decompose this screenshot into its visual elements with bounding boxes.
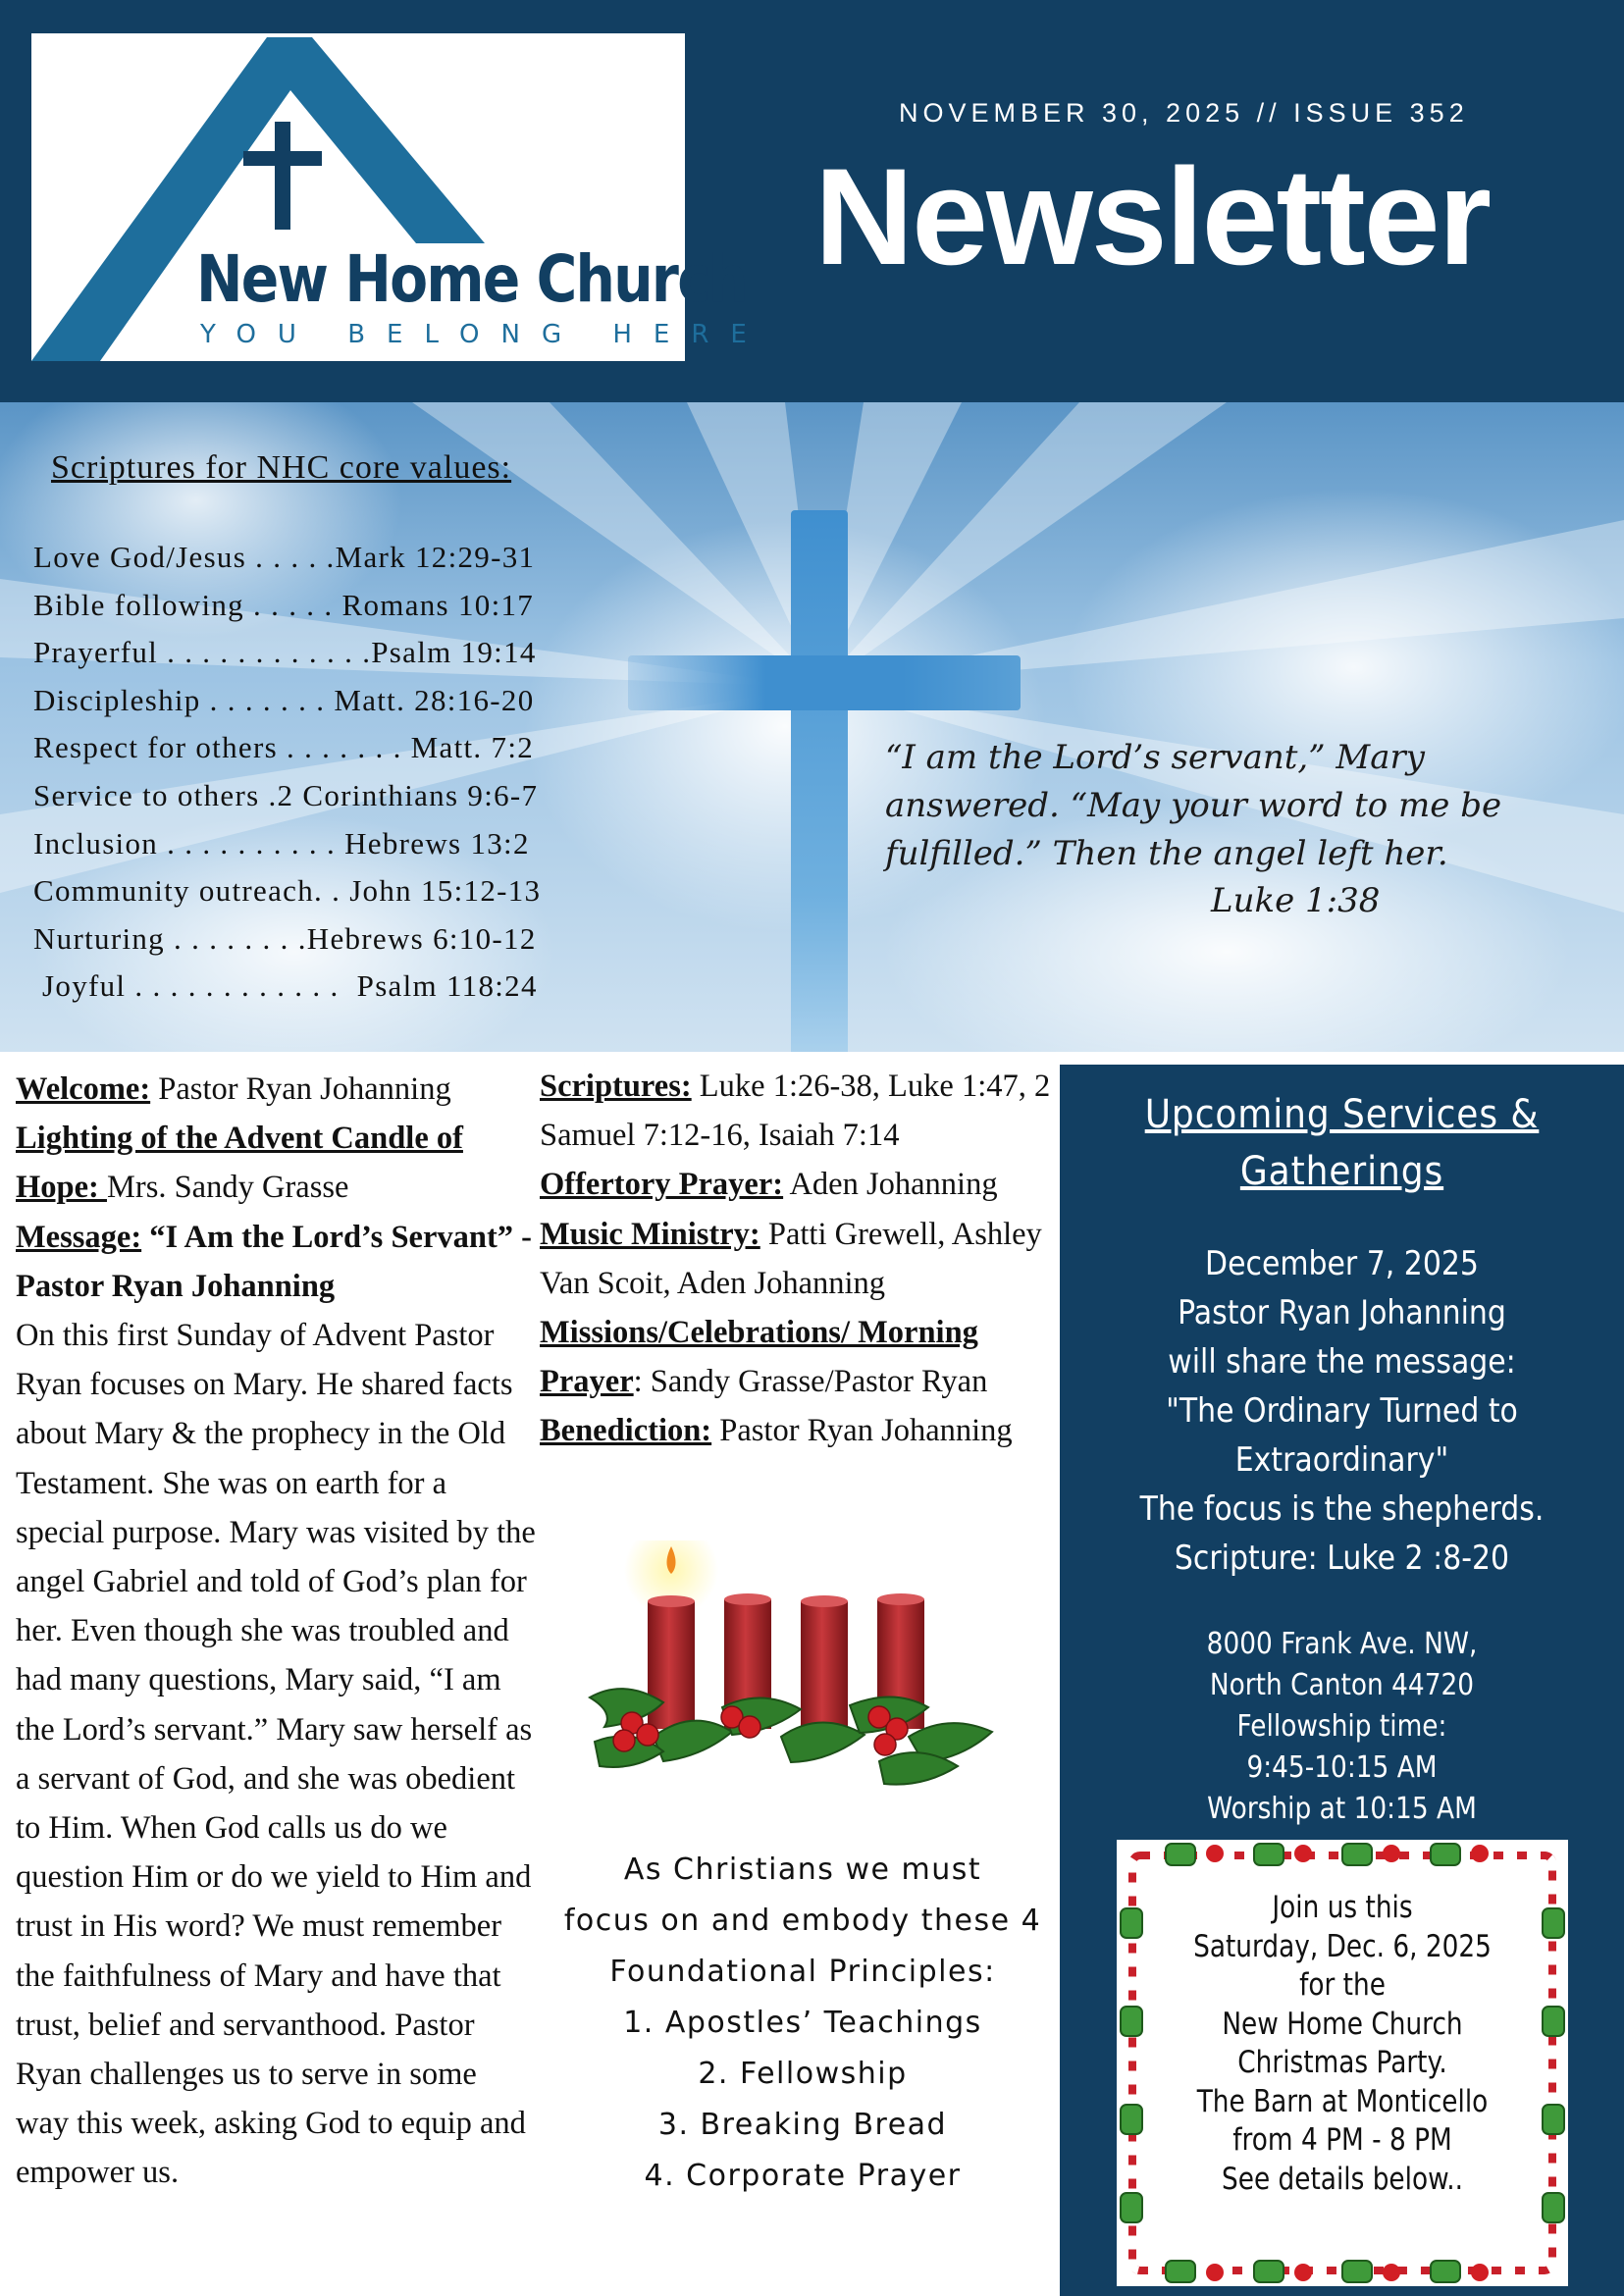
upcoming-line: Pastor Ryan Johanning bbox=[1178, 1293, 1506, 1332]
lighting-label: Lighting of the Advent Candle of Hope: bbox=[16, 1121, 463, 1206]
party-line: for the bbox=[1299, 1967, 1386, 2003]
logo-tagline: YOU BELONG HERE bbox=[200, 320, 768, 349]
missions-value: : Sandy Grasse/Pastor Ryan bbox=[633, 1364, 988, 1400]
benediction-value: Pastor Ryan Johanning bbox=[711, 1413, 1013, 1449]
scripture-quote-reference: Luke 1:38 bbox=[1211, 881, 1381, 920]
upcoming-service-details bbox=[1094, 1239, 1591, 1583]
upcoming-line: Scripture: Luke 2 :8-20 bbox=[1174, 1539, 1510, 1578]
upcoming-title-line: Upcoming Services & bbox=[1144, 1092, 1540, 1137]
principles-intro-line: Foundational Principles: bbox=[609, 1955, 996, 1989]
principle-item: 1. Apostles’ Teachings bbox=[623, 2006, 982, 2040]
music-line bbox=[540, 1210, 1070, 1308]
foundational-principles bbox=[538, 1845, 1068, 2202]
location-line: Fellowship time: bbox=[1236, 1709, 1447, 1744]
location-line: Worship at 10:15 AM bbox=[1207, 1792, 1477, 1826]
scriptures-value: Luke 1:26-38, Luke 1:47, 2 Samuel 7:12-16, Isaiah 7:14 bbox=[540, 1069, 1051, 1154]
upcoming-line: will share the message: bbox=[1168, 1342, 1516, 1382]
page-title: Newsletter bbox=[814, 139, 1491, 293]
location-line: 8000 Frank Ave. NW, bbox=[1206, 1627, 1478, 1661]
upcoming-title-line: Gatherings bbox=[1239, 1149, 1444, 1194]
offertory-line bbox=[540, 1160, 1070, 1209]
party-line: The Barn at Monticello bbox=[1196, 2083, 1489, 2119]
upcoming-line: December 7, 2025 bbox=[1205, 1244, 1479, 1283]
party-line: Christmas Party. bbox=[1237, 2045, 1447, 2080]
christmas-party-card bbox=[1117, 1840, 1568, 2286]
welcome-line bbox=[16, 1065, 536, 1114]
offertory-label: Offertory Prayer: bbox=[540, 1167, 784, 1203]
core-value-item: Bible following . . . . . Romans 10:17 bbox=[33, 587, 535, 622]
music-value: Patti Grewell, Ashley Van Scoit, Aden Johanning bbox=[540, 1216, 1042, 1301]
core-value-item: Inclusion . . . . . . . . . . Hebrews 13:2 bbox=[33, 825, 530, 861]
core-value-item: Community outreach. . John 15:12-13 bbox=[33, 873, 542, 909]
church-logo bbox=[31, 33, 768, 361]
cross-horizontal-beam bbox=[628, 655, 1021, 710]
scriptures-label: Scriptures: bbox=[540, 1069, 692, 1104]
upcoming-line: The focus is the shepherds. bbox=[1139, 1489, 1545, 1529]
church-location bbox=[1094, 1624, 1591, 1830]
advent-candles-icon bbox=[585, 1540, 997, 1796]
issue-line: NOVEMBER 30, 2025 // ISSUE 352 bbox=[899, 98, 1469, 128]
cross-vertical-beam bbox=[791, 510, 848, 1052]
location-line: 9:45-10:15 AM bbox=[1246, 1750, 1438, 1785]
sermon-summary: On this first Sunday of Advent Pastor Ryan focuses on Mary. He shared facts about Mary & the prophecy in the Old Testament. She was on earth for a special purpose. Mary was visited by the angel Gabriel and told of God’s plan for her. Even though she was troubled and had many questions, Mary said, “I am the Lord’s servant.” Mary saw herself as a servant of God, and she was obedient to Him. When God calls us do we question Him or do we yield to Him and trust in His word? We must remember the faithfulness of Mary and have that trust, belief and servanthood. Pastor Ryan challenges us to serve in some way this week, asking God to equip and empower us. bbox=[16, 1318, 536, 2191]
core-value-item: Nurturing . . . . . . . .Hebrews 6:10-12 bbox=[33, 920, 537, 956]
location-line: North Canton 44720 bbox=[1209, 1668, 1475, 1702]
message-value: “I Am the Lord’s Servant” - Pastor Ryan Johanning bbox=[16, 1219, 532, 1304]
party-line: New Home Church bbox=[1222, 2006, 1463, 2042]
principle-item: 2. Fellowship bbox=[698, 2057, 908, 2091]
lighting-value: Mrs. Sandy Grasse bbox=[106, 1170, 349, 1206]
upcoming-services-panel bbox=[1060, 1065, 1624, 2296]
principles-intro-line: As Christians we must bbox=[623, 1852, 982, 1887]
party-line: Saturday, Dec. 6, 2025 bbox=[1193, 1928, 1492, 1964]
service-details-column bbox=[540, 1062, 1070, 1456]
core-value-item: Prayerful . . . . . . . . . . . .Psalm 19:14 bbox=[33, 635, 537, 670]
upcoming-line: Extraordinary" bbox=[1234, 1440, 1449, 1480]
benediction-line bbox=[540, 1406, 1070, 1455]
welcome-value: Pastor Ryan Johanning bbox=[150, 1071, 451, 1107]
party-line: See details below.. bbox=[1222, 2161, 1463, 2197]
hero-sky-banner bbox=[0, 402, 1624, 1052]
principles-intro-line: focus on and embody these 4 bbox=[563, 1904, 1042, 1938]
lighting-line bbox=[16, 1114, 536, 1212]
scripture-quote: “I am the Lord’s servant,” Mary answered. “May your word to me be fulfilled.” Then the angel left her. bbox=[885, 738, 1502, 873]
christmas-party-details bbox=[1184, 1889, 1501, 2199]
scriptures-line bbox=[540, 1062, 1070, 1160]
core-values-title: Scriptures for NHC core values: bbox=[51, 449, 512, 486]
offertory-value: Aden Johanning bbox=[783, 1167, 998, 1203]
core-value-item: Discipleship . . . . . . . Matt. 28:16-20 bbox=[33, 682, 535, 717]
party-line: from 4 PM - 8 PM bbox=[1232, 2122, 1452, 2158]
message-label: Message: bbox=[16, 1219, 142, 1255]
upcoming-title bbox=[1088, 1086, 1597, 1200]
core-value-item: Respect for others . . . . . . . Matt. 7:2 bbox=[33, 730, 535, 765]
core-values-list bbox=[33, 534, 541, 1011]
party-line: Join us this bbox=[1272, 1890, 1413, 1925]
service-summary-column bbox=[16, 1065, 536, 2198]
principle-item: 3. Breaking Bread bbox=[657, 2108, 948, 2142]
benediction-label: Benediction: bbox=[540, 1413, 712, 1449]
core-value-item: Joyful . . . . . . . . . . . . Psalm 118:24 bbox=[33, 968, 538, 1004]
message-line bbox=[16, 1213, 536, 1311]
upcoming-line: "The Ordinary Turned to bbox=[1166, 1391, 1518, 1431]
core-value-item: Service to others .2 Corinthians 9:6-7 bbox=[33, 777, 539, 812]
newsletter-header bbox=[0, 0, 1624, 402]
welcome-label: Welcome: bbox=[16, 1071, 151, 1107]
missions-label: Missions/Celebrations/ Morning Prayer bbox=[540, 1315, 978, 1400]
music-label: Music Ministry: bbox=[540, 1216, 760, 1252]
logo-name: New Home Church bbox=[196, 241, 747, 317]
principle-item: 4. Corporate Prayer bbox=[644, 2159, 962, 2193]
core-value-item: Love God/Jesus . . . . .Mark 12:29-31 bbox=[33, 540, 536, 574]
missions-line bbox=[540, 1308, 1070, 1406]
